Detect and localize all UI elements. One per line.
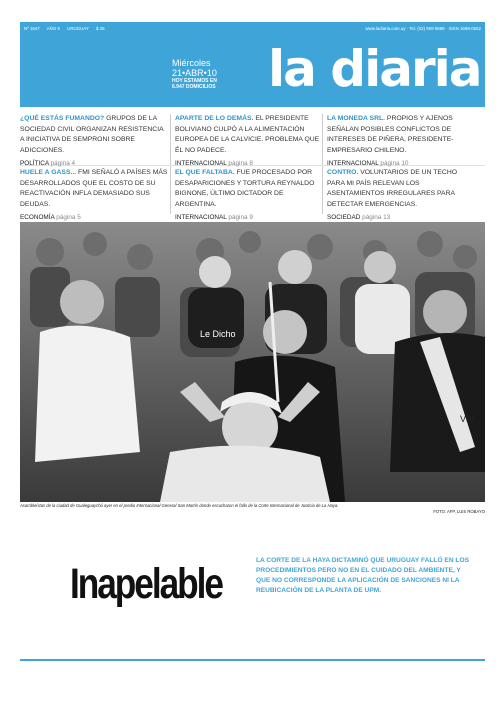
top-info-strip [20, 22, 485, 35]
teaser-text: FMI SEÑALÓ A PAÍSES MÁS DESARROLLADOS QUE EL COSTO DE SU REACTIVACIÓN INFLA DEMASIADO SUS DEUDAS. [20, 169, 168, 208]
teaser-text: FUE PROCESADO POR DESAPARICIONES Y TORTURA REYNALDO BIGNONE, ÚLTIMO DICTADOR DE ARGENTINA. [175, 169, 315, 208]
lead-photo[interactable] [20, 222, 485, 502]
teaser-page: página 8 [228, 160, 253, 167]
country-label: URUGUAY [67, 26, 89, 31]
teaser-item[interactable] [327, 114, 475, 170]
teaser-section: POLÍTICA [20, 160, 49, 167]
teaser-page: página 5 [56, 214, 81, 221]
teaser-text: PROPIOS Y AJENOS SEÑALAN POSIBLES CONFLICTOS DE INTERESES DE PIÑERA, PRESIDENTE-EMPRESARIO CHILENO. [327, 115, 454, 154]
teaser-text: GRUPOS DE LA SOCIEDAD CIVIL ORGANIZAN RESISTENCIA A INICIATIVA DE SEMPRONI SOBRE ADICCIONES. [20, 115, 164, 154]
teaser-section: INTERNACIONAL [327, 160, 379, 167]
teaser-item[interactable] [175, 114, 323, 170]
lead-deck: LA CORTE DE LA HAYA DICTAMINÓ QUE URUGUAY FALLÓ EN LOS PROCEDIMIENTOS PERO NO EN EL CUIDADO DEL AMBIENTE, Y QUE NO CORRESPONDE LA APLICACIÓN DE SANCIONES NI LA REUBICACIÓN DE LA PLANTA DE UPM. [256, 557, 469, 594]
sash-text: VIV [460, 414, 475, 424]
newspaper-logo[interactable]: la diaria [268, 40, 481, 98]
issue-number: Nº 1647 [24, 26, 40, 31]
teaser-kicker: APARTE DE LO DEMÁS. [175, 115, 254, 122]
edition-date-block [172, 58, 217, 90]
teaser-item[interactable] [20, 168, 168, 224]
teaser-page: página 13 [362, 214, 391, 221]
photo-caption: Asambleístas de la ciudad de Gualeguaychú ayer en el predio Internacional General San Martín donde escucharon el fallo de la Corte Internacional de Justicia de La Haya. [20, 503, 339, 508]
teaser-section: INTERNACIONAL [175, 214, 227, 221]
teaser-text: VOLUNTARIOS DE UN TECHO PARA MI PAÍS RELEVAN LOS ASENTAMIENTOS IRREGULARES PARA DETECTAR EMERGENCIAS. [327, 169, 458, 208]
year-label: AÑO 5 [46, 26, 60, 31]
teaser-page: página 9 [228, 214, 253, 221]
lead-headline[interactable]: Inapelable [70, 560, 222, 608]
teaser-item[interactable] [20, 114, 168, 170]
bottom-rule [20, 659, 485, 661]
teaser-kicker: EL QUE FALTABA. [175, 169, 235, 176]
teaser-kicker: HUELE A GASS... [20, 169, 77, 176]
edition-day: Miércoles [172, 58, 211, 68]
teaser-page: página 4 [50, 160, 76, 167]
photo-illustration [20, 222, 485, 502]
teaser-text: EL PRESIDENTE BOLIVIANO CULPÓ A LA ALIMENTACIÓN EUROPEA DE LA CALVICIE. PROBLEMA QUE ÉL NO PADECE. [175, 115, 320, 154]
teaser-kicker: ¿QUÉ ESTÁS FUMANDO? [20, 115, 105, 122]
teaser-section: SOCIEDAD [327, 214, 361, 221]
teaser-kicker: LA MONEDA SRL. [327, 115, 386, 122]
teaser-item[interactable] [175, 168, 323, 224]
shirt-text: Le Dicho [200, 329, 236, 339]
teaser-page: página 10 [380, 160, 409, 167]
teaser-kicker: CONTRO. [327, 169, 359, 176]
circulation-line-1: HOY ESTAMOS EN [172, 78, 217, 84]
edition-date: 21•ABR•10 [172, 68, 217, 78]
column-divider [170, 114, 171, 214]
teasers-grid [20, 114, 485, 220]
price-label: $ 25 [96, 26, 105, 31]
contact-info: www.ladiaria.com.uy · Tel. (02) 908 8888 · ISSN 1688-0552 [365, 26, 481, 31]
teaser-section: ECONOMÍA [20, 214, 55, 221]
teaser-item[interactable] [327, 168, 475, 224]
circulation-line-2: 6.947 DOMICILIOS [172, 84, 216, 90]
teaser-section: INTERNACIONAL [175, 160, 227, 167]
photo-credit: FOTO: AFP, LUIS ROBAYO [433, 509, 485, 514]
